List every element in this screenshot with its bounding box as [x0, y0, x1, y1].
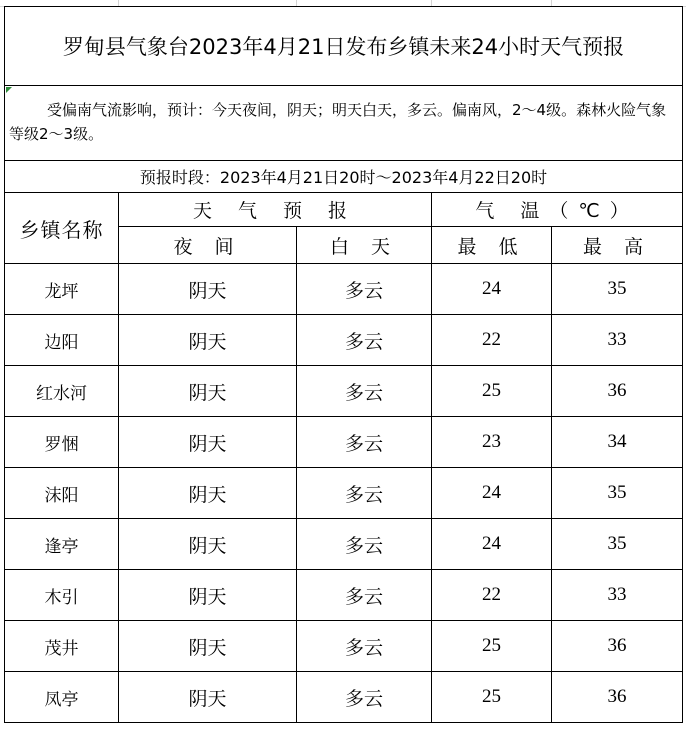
town-name-cell[interactable]: 罗悃: [5, 417, 119, 468]
low-temp-cell[interactable]: 22: [432, 570, 552, 621]
table-row: [5, 366, 683, 417]
day-weather-cell[interactable]: 多云: [297, 468, 432, 519]
period-row: [5, 161, 683, 193]
high-temp-cell[interactable]: 33: [552, 315, 683, 366]
night-weather-cell[interactable]: 阴天: [119, 366, 297, 417]
high-temp-cell[interactable]: 36: [552, 621, 683, 672]
high-temp-cell[interactable]: 36: [552, 366, 683, 417]
day-weather-cell[interactable]: 多云: [297, 519, 432, 570]
forecast-rows: [5, 264, 683, 723]
town-name-cell[interactable]: 边阳: [5, 315, 119, 366]
table-row: [5, 468, 683, 519]
low-temp-cell[interactable]: 22: [432, 315, 552, 366]
table-row: [5, 315, 683, 366]
night-weather-cell[interactable]: 阴天: [119, 570, 297, 621]
town-name-cell[interactable]: 茂井: [5, 621, 119, 672]
table-row: [5, 264, 683, 315]
town-name-cell[interactable]: 龙坪: [5, 264, 119, 315]
low-temp-cell[interactable]: 24: [432, 519, 552, 570]
high-temp-cell[interactable]: 35: [552, 264, 683, 315]
day-weather-cell[interactable]: 多云: [297, 621, 432, 672]
day-weather-cell[interactable]: 多云: [297, 417, 432, 468]
table-row: [5, 570, 683, 621]
forecast-period[interactable]: 预报时段：2023年4月21日20时～2023年4月22日20时: [5, 161, 683, 193]
title-row: [5, 7, 683, 86]
day-weather-cell[interactable]: 多云: [297, 264, 432, 315]
low-temp-cell[interactable]: 25: [432, 672, 552, 723]
town-name-cell[interactable]: 逢亭: [5, 519, 119, 570]
high-temp-cell[interactable]: 35: [552, 519, 683, 570]
night-weather-cell[interactable]: 阴天: [119, 621, 297, 672]
forecast-description: 受偏南气流影响，预计：今天夜间，阴天；明天白天，多云。偏南风，2～4级。森林火险气象等级2～3级。: [9, 101, 667, 143]
header-high[interactable]: 最 高: [552, 227, 683, 264]
night-weather-cell[interactable]: 阴天: [119, 417, 297, 468]
day-weather-cell[interactable]: 多云: [297, 366, 432, 417]
table-row: [5, 519, 683, 570]
header-low[interactable]: 最 低: [432, 227, 552, 264]
low-temp-cell[interactable]: 25: [432, 621, 552, 672]
forecast-table: [4, 6, 683, 723]
description-cell[interactable]: [5, 86, 683, 161]
night-weather-cell[interactable]: 阴天: [119, 315, 297, 366]
header-temperature[interactable]: 气 温（℃）: [432, 193, 683, 227]
high-temp-cell[interactable]: 36: [552, 672, 683, 723]
comment-indicator-icon: [6, 87, 12, 93]
header-night[interactable]: 夜 间: [119, 227, 297, 264]
header-weather-forecast[interactable]: 天 气 预 报: [119, 193, 432, 227]
low-temp-cell[interactable]: 24: [432, 468, 552, 519]
table-row: [5, 417, 683, 468]
day-weather-cell[interactable]: 多云: [297, 672, 432, 723]
table-row: [5, 621, 683, 672]
high-temp-cell[interactable]: 34: [552, 417, 683, 468]
day-weather-cell[interactable]: 多云: [297, 315, 432, 366]
low-temp-cell[interactable]: 23: [432, 417, 552, 468]
town-name-cell[interactable]: 沫阳: [5, 468, 119, 519]
town-name-cell[interactable]: 木引: [5, 570, 119, 621]
header-day[interactable]: 白 天: [297, 227, 432, 264]
table-row: [5, 672, 683, 723]
town-name-cell[interactable]: 红水河: [5, 366, 119, 417]
high-temp-cell[interactable]: 33: [552, 570, 683, 621]
header-town-name[interactable]: 乡镇名称: [5, 193, 119, 264]
high-temp-cell[interactable]: 35: [552, 468, 683, 519]
low-temp-cell[interactable]: 24: [432, 264, 552, 315]
town-name-cell[interactable]: 凤亭: [5, 672, 119, 723]
night-weather-cell[interactable]: 阴天: [119, 264, 297, 315]
night-weather-cell[interactable]: 阴天: [119, 468, 297, 519]
header-row-1: [5, 193, 683, 227]
day-weather-cell[interactable]: 多云: [297, 570, 432, 621]
report-title[interactable]: 罗甸县气象台2023年4月21日发布乡镇未来24小时天气预报: [5, 7, 683, 86]
night-weather-cell[interactable]: 阴天: [119, 672, 297, 723]
description-row: [5, 86, 683, 161]
night-weather-cell[interactable]: 阴天: [119, 519, 297, 570]
low-temp-cell[interactable]: 25: [432, 366, 552, 417]
